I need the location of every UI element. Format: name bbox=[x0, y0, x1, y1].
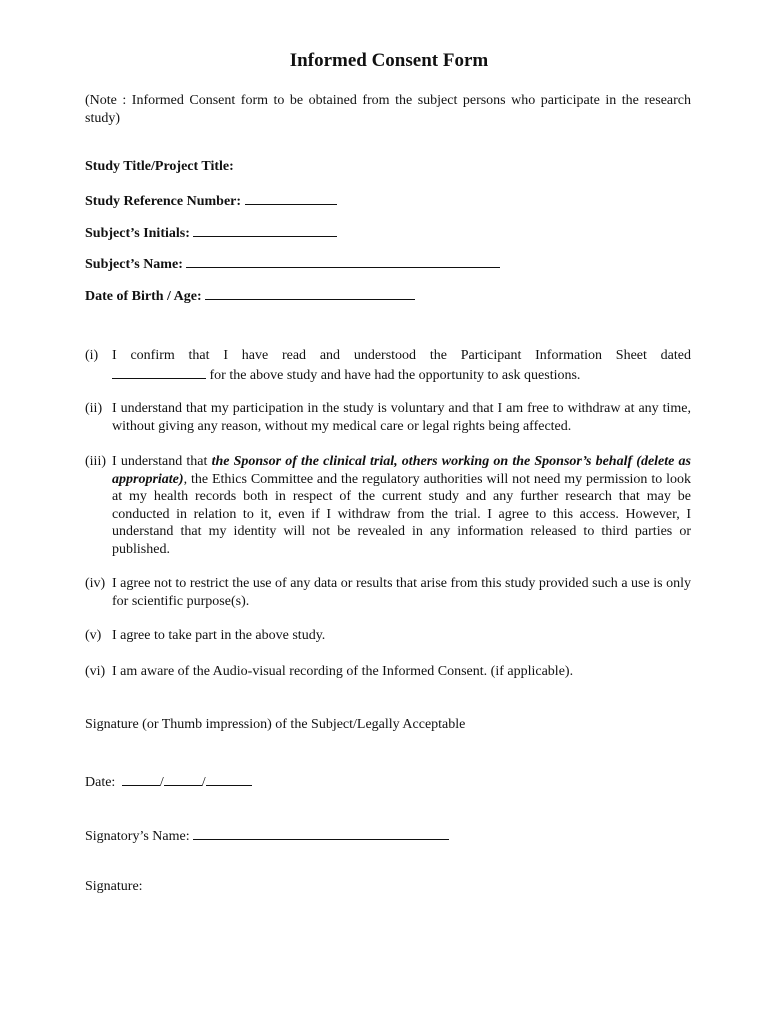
statement-vi bbox=[85, 663, 691, 681]
dob-age-blank[interactable] bbox=[205, 285, 415, 300]
subject-initials-field bbox=[85, 222, 337, 242]
signature-label: Signature: bbox=[85, 879, 143, 894]
statement-number: (vi) bbox=[85, 664, 106, 679]
statement-number: (iv) bbox=[85, 576, 106, 591]
subject-signature-label: Signature (or Thumb impression) of the Subject/Legally Acceptable bbox=[85, 717, 466, 732]
date-day-blank[interactable] bbox=[122, 772, 160, 786]
statement-line-rest: for the above study and have had the opportunity to ask questions. bbox=[206, 367, 581, 383]
statement-number: (v) bbox=[85, 628, 102, 643]
signature-field bbox=[85, 879, 143, 895]
statement-i bbox=[85, 347, 691, 384]
statement-line: I confirm that I have read and understood the Participant Information Sheet dated bbox=[112, 348, 691, 363]
statement-line-2 bbox=[112, 365, 691, 385]
date-label: Date: bbox=[85, 775, 116, 790]
date-blank[interactable] bbox=[112, 365, 206, 379]
date-month-blank[interactable] bbox=[164, 772, 202, 786]
statement-text-post: , the Ethics Committee and the regulatory authorities will not need my permission to look at my health records both in respect of the current study and any further research that may be conducted in relation to it, even if I withdraw from the trial. I agree to this access. However, I understand that my identity will not be revealed in any information released to third parties or published. bbox=[112, 471, 691, 557]
statement-text: I agree not to restrict the use of any data or results that arise from this study provided such a use is only for scientific purpose(s). bbox=[112, 576, 691, 609]
date-separator: / bbox=[201, 775, 206, 790]
statement-text-pre: I understand that bbox=[112, 454, 212, 469]
document-title: Informed Consent Form bbox=[289, 50, 489, 71]
subject-initials-label: Subject’s Initials: bbox=[85, 226, 190, 241]
study-reference-blank[interactable] bbox=[245, 190, 337, 205]
statement-number: (ii) bbox=[85, 401, 103, 416]
signatory-name-blank[interactable] bbox=[193, 826, 449, 840]
study-title-label: Study Title/Project Title: bbox=[85, 159, 234, 174]
statement-text bbox=[112, 347, 691, 384]
statement-text: I am aware of the Audio-visual recording of the Informed Consent. (if applicable). bbox=[112, 664, 574, 679]
study-reference-field bbox=[85, 190, 337, 210]
date-field bbox=[85, 772, 252, 791]
subject-initials-blank[interactable] bbox=[193, 222, 337, 237]
study-title-field bbox=[85, 159, 234, 175]
form-note: (Note : Informed Consent form to be obtained from the subject persons who participate in the research study) bbox=[85, 93, 691, 126]
statement-iv bbox=[85, 575, 691, 610]
subject-name-label: Subject’s Name: bbox=[85, 257, 183, 272]
subject-name-blank[interactable] bbox=[186, 253, 500, 268]
statement-v bbox=[85, 627, 691, 645]
dob-age-field bbox=[85, 285, 415, 305]
signatory-name-field bbox=[85, 826, 449, 845]
statement-iii bbox=[85, 453, 691, 558]
signatory-name-label: Signatory’s Name: bbox=[85, 829, 190, 844]
statement-text-emphasis: the Sponsor of the clinical trial, others working on the Sponsor’s behalf (delete as appropriate) bbox=[112, 454, 691, 487]
statement-text: I understand that my participation in the study is voluntary and that I am free to withdraw at any time, without giving any reason, without my medical care or legal rights being affected. bbox=[112, 401, 691, 434]
statement-number: (i) bbox=[85, 348, 99, 363]
statement-text bbox=[112, 453, 691, 558]
date-year-blank[interactable] bbox=[206, 772, 252, 786]
study-reference-label: Study Reference Number: bbox=[85, 194, 242, 209]
dob-age-label: Date of Birth / Age: bbox=[85, 289, 202, 304]
statement-number: (iii) bbox=[85, 454, 106, 469]
date-separator: / bbox=[159, 775, 164, 790]
subject-name-field bbox=[85, 253, 500, 273]
statement-ii bbox=[85, 400, 691, 435]
statement-text: I agree to take part in the above study. bbox=[112, 628, 326, 643]
